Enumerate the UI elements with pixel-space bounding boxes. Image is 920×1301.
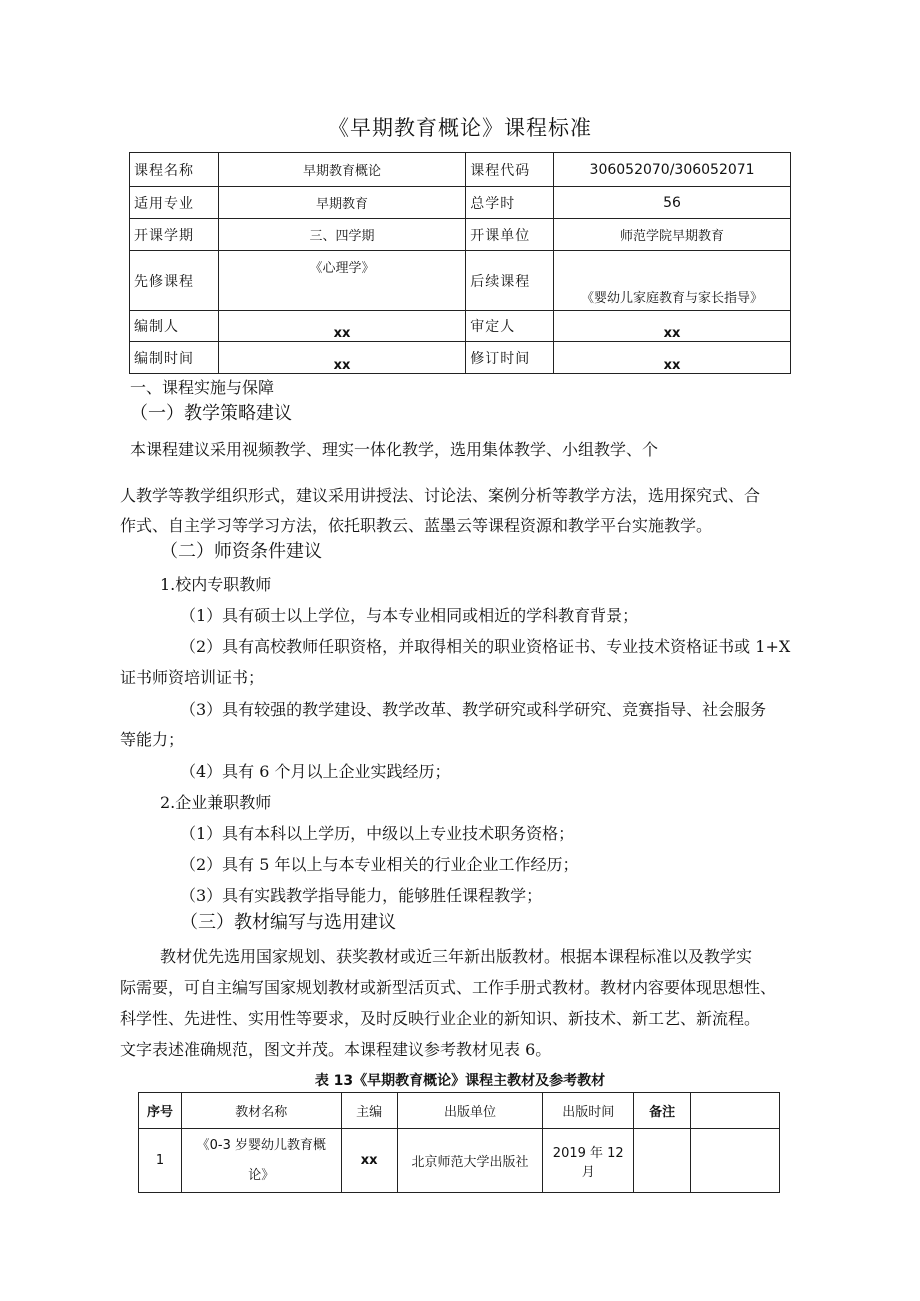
cell-note: [634, 1129, 691, 1193]
column-header: [691, 1093, 780, 1129]
paragraph-line: 作式、自主学习等学习方法，依托职教云、蓝墨云等课程资源和教学平台实施教学。: [120, 516, 713, 535]
cell-name-line: 《0-3 岁婴幼儿教育概: [196, 1137, 326, 1153]
list-heading: 1.校内专职教师: [160, 575, 272, 594]
list-item: （4）具有 6 个月以上企业实践经历；: [180, 762, 451, 781]
column-header: 备注: [634, 1093, 691, 1129]
list-item: （3）具有实践教学指导能力，能够胜任课程教学；: [180, 886, 543, 905]
list-item: 证书师资培训证书；: [120, 668, 265, 687]
list-item: 等能力；: [120, 730, 185, 749]
info-value: 早期教育: [218, 187, 465, 219]
info-label: 课程代码: [466, 153, 554, 187]
cell-name: [181, 1129, 341, 1193]
list-item: （2）具有高校教师任职资格，并取得相关的职业资格证书、专业技术资格证书或 1+X: [180, 637, 791, 656]
info-value: 56: [554, 187, 791, 219]
list-item: （3）具有较强的教学建设、教学改革、教学研究或科学研究、竞赛指导、社会服务: [180, 700, 767, 719]
paragraph-line: 本课程建议采用视频教学、理实一体化教学，选用集体教学、小组教学、个: [130, 440, 659, 459]
info-value: 306052070/306052071: [554, 153, 791, 187]
info-label: 编制时间: [130, 342, 219, 374]
cell-extra: [691, 1129, 780, 1193]
table-caption: 表 13《早期教育概论》课程主教材及参考教材: [314, 1073, 606, 1089]
cell-publisher: 北京师范大学出版社: [397, 1129, 543, 1193]
page-title: 《早期教育概论》课程标准: [328, 116, 592, 140]
info-label: 课程名称: [130, 153, 219, 187]
course-info-table: [129, 152, 791, 374]
table-row: [139, 1129, 780, 1193]
info-row: [130, 251, 791, 311]
paragraph-line: 际需要，可自主编写国家规划教材或新型活页式、工作手册式教材。教材内容要体现思想性、: [120, 978, 777, 997]
subsection-heading: （三）教材编写与选用建议: [180, 912, 396, 933]
info-value: 《心理学》: [218, 251, 465, 311]
column-header: 教材名称: [181, 1093, 341, 1129]
info-row: [130, 342, 791, 374]
info-label: 编制人: [130, 311, 219, 342]
info-label: 适用专业: [130, 187, 219, 219]
info-label: 先修课程: [130, 251, 219, 311]
cell-editor: xx: [341, 1129, 397, 1193]
info-label: 后续课程: [466, 251, 554, 311]
cell-date: 2019 年 12 月: [543, 1129, 634, 1193]
info-value: xx: [218, 311, 465, 342]
textbook-table: [138, 1092, 780, 1193]
info-row: [130, 153, 791, 187]
list-item: （2）具有 5 年以上与本专业相关的行业企业工作经历；: [180, 855, 579, 874]
cell-name-line: 论》: [248, 1167, 275, 1183]
info-value: 三、四学期: [218, 219, 465, 251]
info-label: 开课单位: [466, 219, 554, 251]
column-header: 出版时间: [543, 1093, 634, 1129]
info-row: [130, 219, 791, 251]
info-label: 修订时间: [466, 342, 554, 374]
info-value: 师范学院早期教育: [554, 219, 791, 251]
cell-no: 1: [139, 1129, 182, 1193]
info-value: xx: [218, 342, 465, 374]
info-value: xx: [554, 342, 791, 374]
info-value: xx: [554, 311, 791, 342]
info-row: [130, 311, 791, 342]
subsection-heading: （一）教学策略建议: [130, 403, 292, 424]
info-value: 《婴幼儿家庭教育与家长指导》: [554, 251, 791, 311]
column-header: 序号: [139, 1093, 182, 1129]
column-header: 出版单位: [397, 1093, 543, 1129]
subsection-heading: （二）师资条件建议: [160, 541, 322, 562]
paragraph-line: 人教学等教学组织形式，建议采用讲授法、讨论法、案例分析等教学方法，选用探究式、合: [120, 486, 761, 505]
paragraph-line: 科学性、先进性、实用性等要求，及时反映行业企业的新知识、新技术、新工艺、新流程。: [120, 1009, 761, 1028]
list-heading: 2.企业兼职教师: [160, 793, 272, 812]
info-label: 总学时: [466, 187, 554, 219]
info-value: 早期教育概论: [218, 153, 465, 187]
paragraph-line: 文字表述准确规范，图文并茂。本课程建议参考教材见表 6。: [120, 1040, 552, 1059]
info-label: 审定人: [466, 311, 554, 342]
list-item: （1）具有本科以上学历，中级以上专业技术职务资格；: [180, 824, 575, 843]
info-row: [130, 187, 791, 219]
list-item: （1）具有硕士以上学位，与本专业相同或相近的学科教育背景；: [180, 606, 639, 625]
table-header-row: [139, 1093, 780, 1129]
column-header: 主编: [341, 1093, 397, 1129]
paragraph-line: 教材优先选用国家规划、获奖教材或近三年新出版教材。根据本课程标准以及教学实: [160, 947, 753, 966]
info-label: 开课学期: [130, 219, 219, 251]
section-heading: 一、课程实施与保障: [130, 378, 275, 397]
